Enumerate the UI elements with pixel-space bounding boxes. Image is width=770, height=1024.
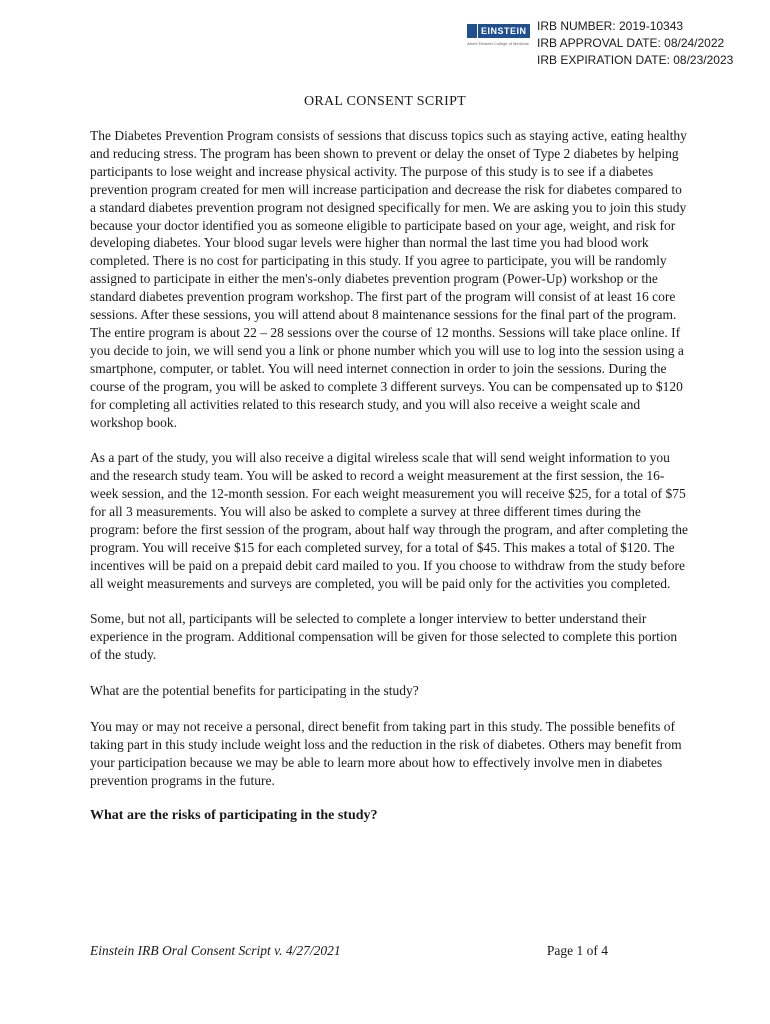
paragraph-benefits: You may or may not receive a personal, direct benefit from taking part in this study. The possible benefits of taking part in this study include weight loss and the reduction in the risk of diabetes. Others may benefit from your participation because we may be able to learn more about how to effectively involve men in diabetes prevention programs in the future. [90,718,682,788]
irb-approval-date: IRB APPROVAL DATE: 08/24/2022 [537,36,725,50]
document-body [90,127,690,825]
footer-version: Einstein IRB Oral Consent Script v. 4/27/2021 [90,943,341,958]
document-title: ORAL CONSENT SCRIPT [303,94,467,109]
irb-stamp [467,18,757,68]
question-benefits: What are the potential benefits for participating in the study? [90,683,419,699]
einstein-logo [467,24,531,48]
paragraph-program-overview: The Diabetes Prevention Program consists of sessions that discuss topics such as staying active, eating healthy and reducing stress. The program has been shown to prevent or delay the onset of Type 2 diabetes by helping participants to lose weight and increase physical activity. The purpose of this study is to see if a diabetes prevention program created for men will increase participation and decrease the risk for diabetes compared to a standard diabetes prevention program not designed specifically for men. We are asking you to join this study because your doctor identified you as someone eligible to participate based on your age, weight, and risk for developing diabetes. Your blood sugar levels were higher than normal the last time you had blood work completed. There is no cost for participating in this study. If you agree to participate, you will be randomly assigned to participate in either the men's-only diabetes prevention program (Power-Up) workshop or the standard diabetes prevention program workshop. The first part of the program will consist of at least 16 core sessions. After these sessions, you will attend about 8 maintenance sessions for the final part of the program. The entire program is about 22 – 28 sessions over the course of 12 months. Sessions will take place online. If you decide to join, we will send you a link or phone number which you will use to log into the session using a smartphone, computer, or tablet. You will need internet connection in order to join the sessions. During the course of the program, you will be asked to complete 3 different surveys. You can be compensated up to $120 for completing all activities related to this research study, and you will also receive a weight scale and workshop book. [90,128,687,430]
logo-text: EINSTEIN [478,24,530,38]
logo-mark-icon [467,24,477,38]
logo-tagline: Albert Einstein College of Medicine [467,41,530,46]
irb-info [537,18,733,69]
heading-risks: What are the risks of participating in the study? [90,808,378,824]
paragraph-compensation: As a part of the study, you will also receive a digital wireless scale that will send weight information to you and the research study team. You will be asked to record a weight measurement at the first session, the 16-week session, and the 12-month session. For each weight measurement you will receive $25, for a total of $75 for all 3 measurements. You will also be asked to complete a survey at three different times during the program: before the first session of the program, about half way through the program, and after completing the program. You will receive $15 for each completed survey, for a total of $45. This makes a total of $120. The incentives will be paid on a prepaid debit card mailed to you. If you choose to withdraw from the study before all weight measurements and surveys are completed, you will be paid only for the activities you completed. [90,450,688,591]
irb-number: IRB NUMBER: 2019-10343 [537,19,684,33]
footer-page-number: Page 1 of 4 [546,943,608,958]
paragraph-interview: Some, but not all, participants will be selected to complete a longer interview to better understand their experience in the program. Additional compensation will be given for those selected to complete this portion of the study. [90,611,678,663]
irb-expiration-date: IRB EXPIRATION DATE: 08/23/2023 [537,53,734,67]
